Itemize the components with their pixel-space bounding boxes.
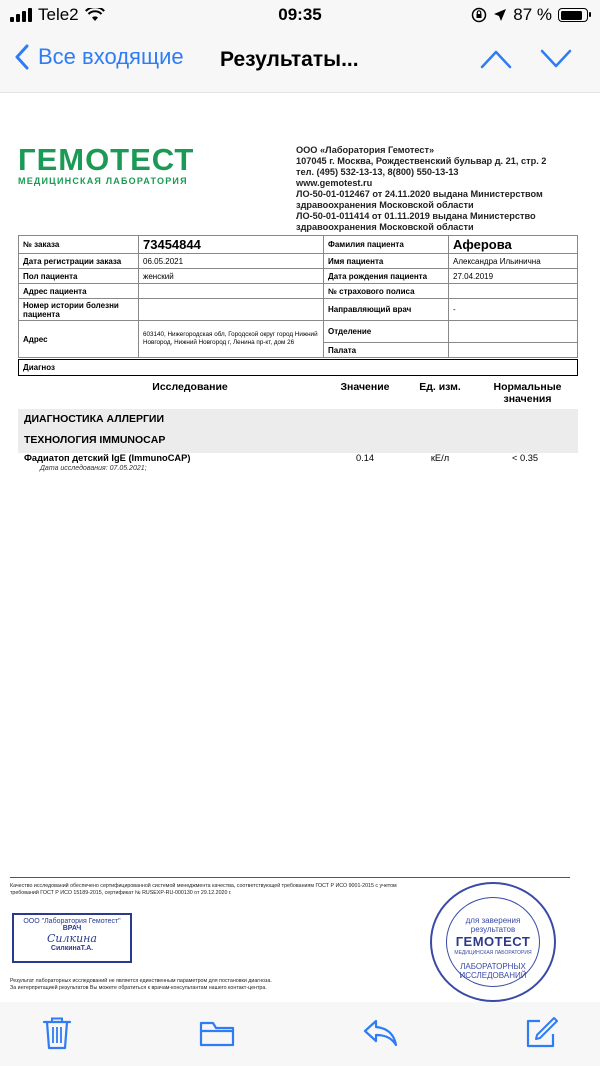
seal-bottom-text: ЛАБОРАТОРНЫХ ИССЛЕДОВАНИЙ	[459, 962, 527, 980]
sex-value: женский	[139, 269, 324, 284]
history-label: Номер истории болезни пациента	[19, 299, 139, 321]
birth-value: 27.04.2019	[449, 269, 578, 284]
stamp-role: ВРАЧ	[62, 925, 82, 932]
reg-date-label: Дата регистрации заказа	[19, 254, 139, 269]
trash-icon[interactable]	[42, 1016, 72, 1050]
company-details	[296, 145, 586, 233]
logo-brand: ГЕМОТЕСТ	[18, 142, 195, 177]
company-license-1: ЛО-50-01-012467 от 24.11.2020 выдана Министерством здравоохранения Московской области	[296, 189, 543, 210]
status-bar	[0, 0, 600, 34]
stamp-name: СилкинаТ.А.	[50, 945, 94, 952]
gemotest-logo	[18, 142, 195, 186]
section-immunocap: ТЕХНОЛОГИЯ IMMUNOCAP	[18, 431, 578, 453]
result-value: 0.14	[355, 453, 375, 463]
patient-info-table	[18, 235, 578, 358]
attachment-document	[0, 92, 600, 1002]
result-date-note: Дата исследования: 07.05.2021;	[40, 465, 147, 472]
diagnosis-label: Диагноз	[23, 363, 55, 372]
seal-inner	[446, 897, 540, 987]
location-icon	[493, 8, 507, 22]
status-right	[471, 5, 588, 25]
clock: 09:35	[278, 5, 322, 24]
address-label: Адрес	[19, 321, 139, 358]
result-name: Фадиатоп детский IgE (ImmunoCAP)	[24, 453, 191, 463]
table-row	[19, 269, 578, 284]
message-subject: Результаты...	[220, 48, 359, 71]
table-row	[19, 299, 578, 321]
rotation-lock-icon	[471, 7, 487, 23]
col-unit: Ед. изм.	[419, 381, 461, 393]
surname-label: Фамилия пациента	[324, 236, 449, 254]
section-allergy: ДИАГНОСТИКА АЛЛЕРГИИ	[18, 409, 578, 431]
patient-address-label: Адрес пациента	[19, 284, 139, 299]
disclaimer-2: За интерпретацией результатов Вы можете обратиться к врачам-консультантам нашего контакт-центра.	[10, 985, 267, 991]
folder-icon[interactable]	[199, 1020, 235, 1048]
table-row	[19, 236, 578, 254]
sex-label: Пол пациента	[19, 269, 139, 284]
seal-sub: МЕДИЦИНСКАЯ ЛАБОРАТОРИЯ	[454, 950, 532, 956]
address-value: 603140, Нижегородская обл, Городской округ город Нижний Новгород, Нижний Новгород г, Ленина пр-кт, дом 26	[139, 321, 324, 358]
stamp-signature: Силкина	[47, 932, 97, 945]
footer-divider	[10, 877, 570, 878]
carrier-label: Tele2	[38, 5, 79, 24]
order-label: № заказа	[19, 236, 139, 254]
name-value: Александра Ильинична	[449, 254, 578, 269]
doctor-stamp	[12, 913, 132, 963]
nav-bar	[0, 36, 600, 88]
table-row	[19, 284, 578, 299]
chevron-up-icon[interactable]	[480, 48, 512, 70]
battery-icon	[558, 8, 588, 22]
logo-subtitle: МЕДИЦИНСКАЯ ЛАБОРАТОРИЯ	[18, 176, 188, 186]
chevron-down-icon[interactable]	[540, 48, 572, 70]
quality-note: Качество исследований обеспечено сертифицированной системой менеджмента качества, соответствующей требованиям ГОСТ Р ИСО 9001-2015 с учетом требований ГОСТ Р ИСО 15189-2015, сертификат № RUSEXP-RU-000130 от 29.12.2020 г.	[10, 883, 397, 896]
company-license-2: ЛО-50-01-011414 от 01.11.2019 выдана Министерство здравоохранения Московской области	[296, 211, 536, 232]
surname-value: Аферова	[449, 236, 578, 254]
lab-seal	[430, 882, 556, 1002]
seal-brand: ГЕМОТЕСТ	[455, 934, 531, 949]
seal-top-text: для заверения результатов	[465, 916, 521, 934]
mail-toolbar	[0, 1002, 600, 1066]
ward-label: Палата	[324, 343, 449, 358]
reply-icon[interactable]	[362, 1018, 398, 1048]
back-label: Все входящие	[38, 44, 184, 69]
diagnosis-row	[18, 359, 578, 376]
department-label: Отделение	[324, 321, 449, 343]
doctor-label: Направляющий врач	[324, 299, 449, 321]
company-website: www.gemotest.ru	[296, 178, 373, 188]
back-button[interactable]	[14, 44, 184, 70]
insurance-label: № страхового полиса	[324, 284, 449, 299]
result-unit: кЕ/л	[430, 453, 450, 463]
company-name: ООО «Лаборатория Гемотест»	[296, 145, 435, 155]
col-value: Значение	[340, 381, 390, 393]
result-normal: < 0.35	[511, 453, 539, 463]
order-value: 73454844	[139, 236, 324, 254]
stamp-org: ООО "Лаборатория Гемотест"	[23, 918, 121, 925]
reg-date-value: 06.05.2021	[139, 254, 324, 269]
chevron-left-icon	[14, 44, 30, 70]
disclaimer-1: Результат лабораторных исследований не является единственным параметром для постановки диагноза.	[10, 978, 272, 984]
col-normal: Нормальные значения	[493, 381, 562, 405]
table-row	[19, 321, 578, 343]
company-phone: тел. (495) 532-13-13, 8(800) 550-13-13	[296, 167, 459, 177]
table-row	[19, 254, 578, 269]
compose-icon[interactable]	[524, 1016, 558, 1050]
name-label: Имя пациента	[324, 254, 449, 269]
battery-percent: 87 %	[513, 5, 552, 24]
doctor-value: -	[449, 299, 578, 321]
birth-label: Дата рождения пациента	[324, 269, 449, 284]
col-study: Исследование	[152, 381, 228, 393]
company-address: 107045 г. Москва, Рождественский бульвар д. 21, стр. 2	[296, 156, 547, 166]
